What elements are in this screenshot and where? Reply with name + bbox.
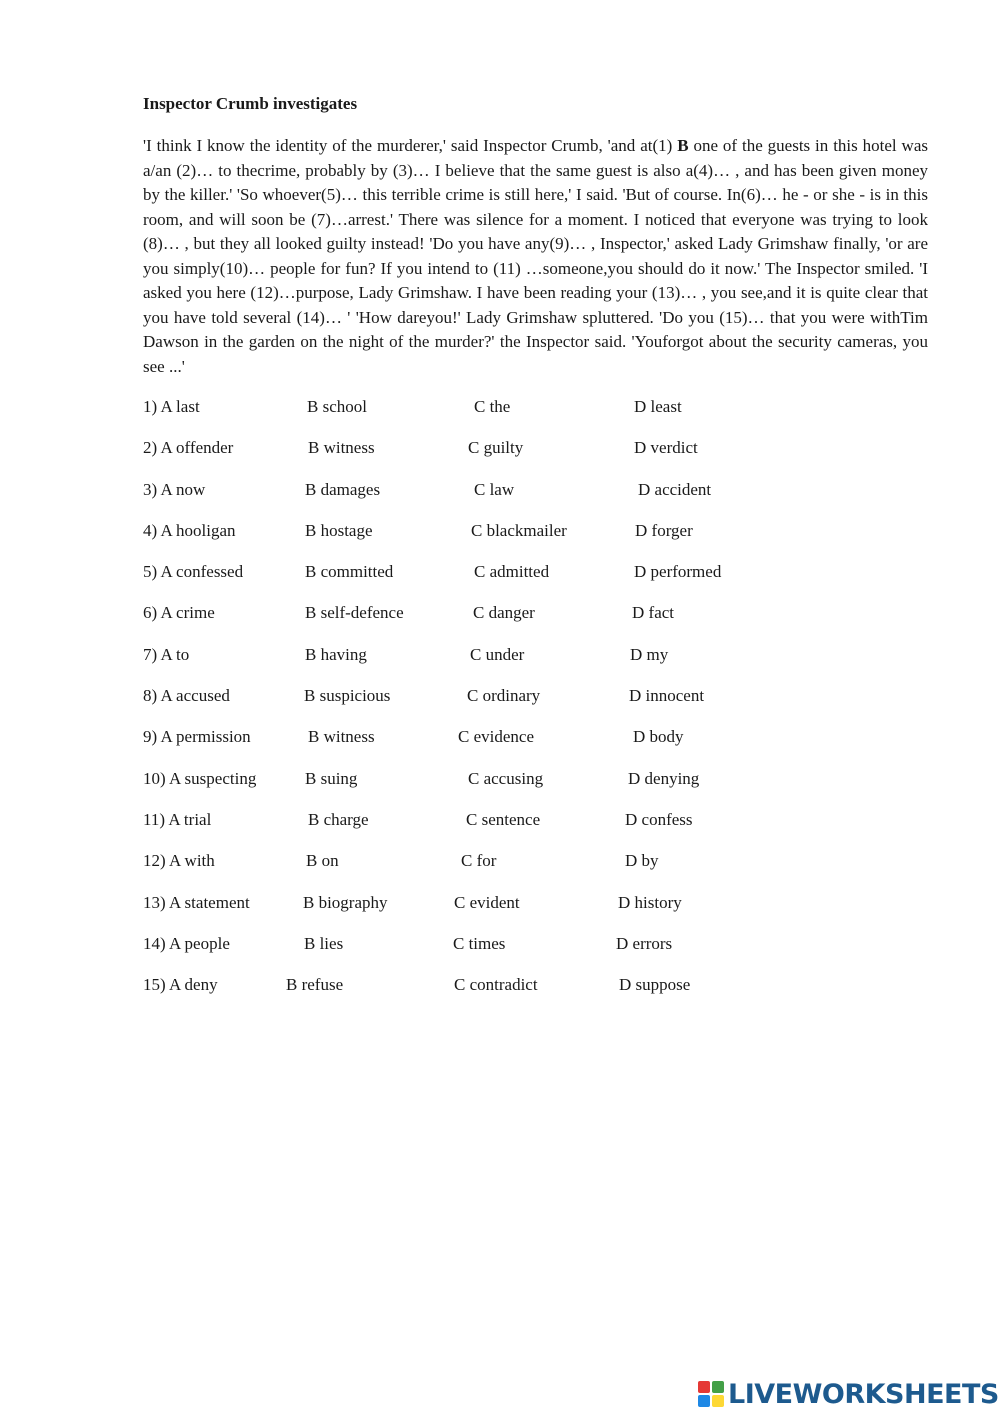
option-d: D by <box>625 851 659 871</box>
option-d: D accident <box>638 479 712 499</box>
option-b: B charge <box>308 809 369 829</box>
question-row-8 <box>143 684 863 725</box>
question-row-4 <box>143 519 863 560</box>
option-c: C times <box>453 933 506 953</box>
option-b: B suspicious <box>304 686 391 706</box>
option-a: 11) A trial <box>143 809 212 829</box>
option-a: 7) A to <box>143 644 190 664</box>
question-row-10 <box>143 767 863 808</box>
option-b: B suing <box>305 768 358 788</box>
option-d: D confess <box>625 809 693 829</box>
option-b: B damages <box>305 479 381 499</box>
option-c: C sentence <box>466 809 541 829</box>
option-b: B self-defence <box>305 603 404 623</box>
option-a: 2) A offender <box>143 438 234 458</box>
option-b: B lies <box>304 933 344 953</box>
option-b: B refuse <box>286 975 344 995</box>
option-c: C guilty <box>468 438 524 458</box>
logo-square-green <box>712 1381 724 1393</box>
option-b: B biography <box>303 892 388 912</box>
option-b: B having <box>305 644 367 664</box>
option-c: C for <box>461 851 497 871</box>
option-d: D performed <box>634 562 722 582</box>
option-b: B witness <box>308 727 375 747</box>
option-a: 3) A now <box>143 479 206 499</box>
passage-text-rest: one of the guests in this hotel was a/an (2)… to thecrime, probably by (3)… I believe that the same guest is also a(4)… , and has been given money by the killer.' 'So whoever(5)… this terrible crime is still here,' I said. 'But of course. In(6)… he - or she - is in this room, and will soon be (7)…arrest.' There was silence for a moment. I noticed that everyone was trying to look (8)… , but they all looked guilty instead! 'Do you have any(9)… , Inspector,' asked Lady Grimshaw finally, 'or are you simply(10)… people for fun? If you intend to (11) …someone,you should do it now.' The Inspector smiled. 'I asked you here (12)…purpose, Lady Grimshaw. I have been reading your (13)… , you see,and it is quite clear that you have told several (14)… ' 'How dareyou!' Lady Grimshaw spluttered. 'Do you (15)… that you were withTim Dawson in the garden on the night of the murder?' the Inspector said. 'Youforgot about the security cameras, you see ...' <box>143 136 928 376</box>
option-b: B on <box>306 851 339 871</box>
option-a: 6) A crime <box>143 603 215 623</box>
question-row-11 <box>143 808 863 849</box>
option-c: C under <box>470 644 525 664</box>
question-row-5 <box>143 560 863 601</box>
option-c: C blackmailer <box>471 520 567 540</box>
option-d: D verdict <box>634 438 698 458</box>
option-a: 1) A last <box>143 397 200 416</box>
option-c: C the <box>474 397 511 416</box>
question-row-7 <box>143 643 863 684</box>
option-d: D suppose <box>619 975 691 995</box>
logo-square-yellow <box>712 1395 724 1407</box>
logo-square-red <box>698 1381 710 1393</box>
option-c: C ordinary <box>467 686 541 706</box>
option-b: B witness <box>308 438 375 458</box>
option-a: 5) A confessed <box>143 562 244 582</box>
option-c: C danger <box>473 603 535 623</box>
option-d: D innocent <box>629 686 705 706</box>
question-row-1 <box>143 395 863 436</box>
option-b: B school <box>307 397 367 416</box>
question-row-13 <box>143 891 863 932</box>
option-d: D forger <box>635 520 693 540</box>
option-c: C contradict <box>454 975 538 995</box>
logo-square-blue <box>698 1395 710 1407</box>
option-a: 13) A statement <box>143 892 250 912</box>
option-d: D history <box>618 892 682 912</box>
liveworksheets-logo-icon <box>698 1381 724 1407</box>
option-c: C evident <box>454 892 520 912</box>
option-d: D fact <box>632 603 675 623</box>
question-row-15 <box>143 973 863 1014</box>
filled-answer-1: B <box>677 136 689 155</box>
option-d: D my <box>630 644 669 664</box>
option-a: 4) A hooligan <box>143 520 236 540</box>
option-d: D errors <box>616 933 673 953</box>
option-b: B hostage <box>305 520 373 540</box>
option-a: 15) A deny <box>143 975 218 995</box>
answer-options <box>143 395 863 1014</box>
option-b: B committed <box>305 562 394 582</box>
passage-text-start: 'I think I know the identity of the murderer,' said Inspector Crumb, 'and at(1) <box>143 136 678 155</box>
option-a: 12) A with <box>143 851 215 871</box>
option-d: D body <box>633 727 684 747</box>
option-c: C evidence <box>458 727 534 747</box>
page-title: Inspector Crumb investigates <box>143 94 358 113</box>
option-d: D least <box>634 397 682 416</box>
option-a: 9) A permission <box>143 727 251 747</box>
question-row-2 <box>143 436 863 477</box>
liveworksheets-brand <box>698 1376 999 1412</box>
option-a: 14) A people <box>143 933 230 953</box>
question-row-3 <box>143 478 863 519</box>
question-row-6 <box>143 601 863 642</box>
passage <box>143 134 928 379</box>
question-row-14 <box>143 932 863 973</box>
option-c: C accusing <box>468 768 544 788</box>
brand-name: LIVEWORKSHEETS <box>728 1378 999 1410</box>
option-d: D denying <box>628 768 700 788</box>
option-a: 8) A accused <box>143 686 230 706</box>
question-row-9 <box>143 725 863 766</box>
option-a: 10) A suspecting <box>143 768 257 788</box>
option-c: C law <box>474 479 515 499</box>
question-row-12 <box>143 849 863 890</box>
option-c: C admitted <box>474 562 550 582</box>
